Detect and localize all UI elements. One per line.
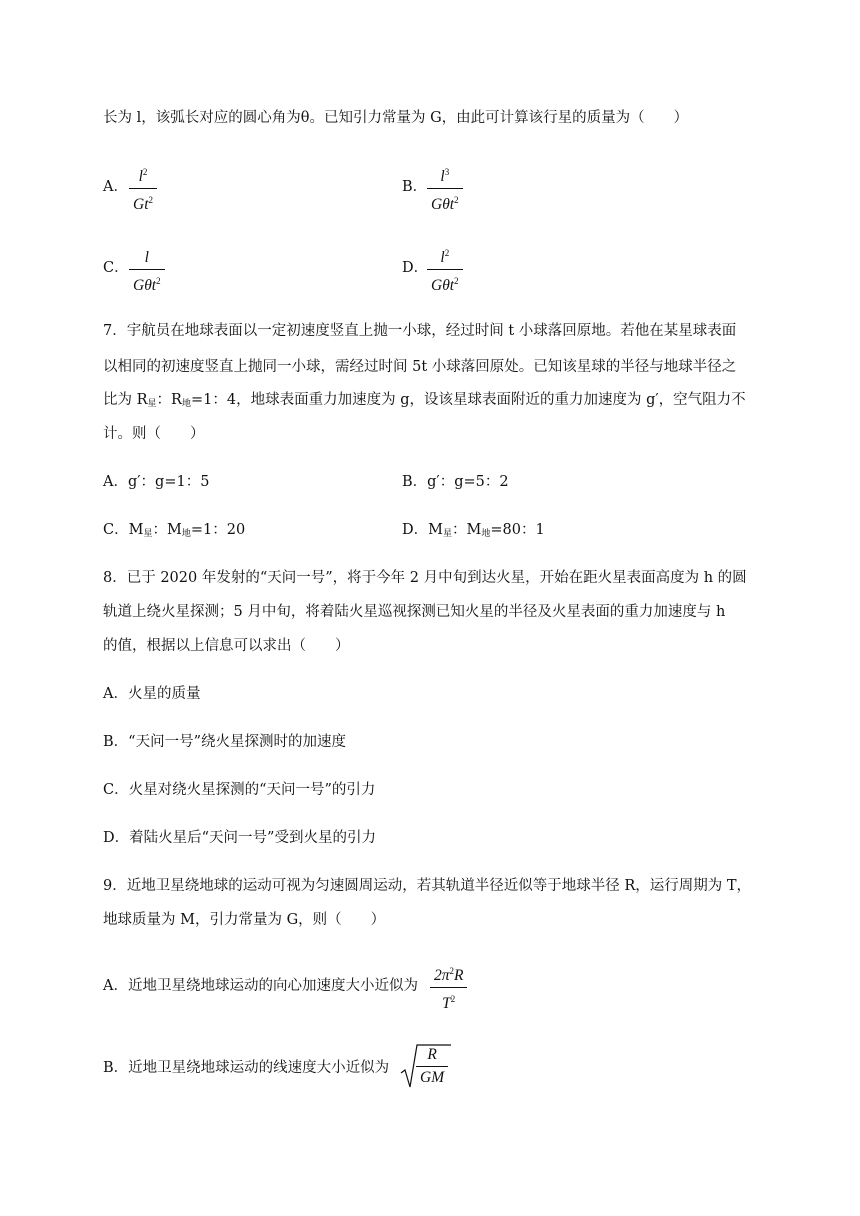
q7-option-b: B．g′：g=5：2 <box>402 474 509 490</box>
q9-option-b-fraction: R GM <box>416 1045 448 1088</box>
q7-line-4: 计。则（ ） <box>103 426 205 442</box>
q7-line-3: 比为 $R_星$：$R_地=1$：4，地球表面重力加速度为 g，设该星球表面附近的重力加速度为 g′，空气阻力不 <box>103 392 746 409</box>
q8-option-b: B．“天问一号”绕火星探测时的加速度 <box>103 734 346 750</box>
q9-option-a-text: A．近地卫星绕地球运动的向心加速度大小近似为 <box>103 978 418 994</box>
q8-line-2: 轨道上绕火星探测；5 月中旬，将着陆火星巡视探测已知火星的半径及火星表面的重力加速度与 h <box>103 604 726 620</box>
q8-option-d: D．着陆火星后“天问一号”受到火星的引力 <box>103 830 376 846</box>
q8-option-a: A．火星的质量 <box>103 686 201 702</box>
q6-option-a-fraction: $l^2$ Gt$^2$ <box>129 162 157 215</box>
q6-stem-tail: 长为 l，该弧长对应的圆心角为θ。已知引力常量为 G，由此可计算该行星的质量为（ ） <box>103 110 689 126</box>
q7-option-d: D．$M_星$：$M_地=80$：1 <box>402 522 545 539</box>
q6-option-a-letter: A． <box>103 179 128 195</box>
q8-option-c: C．火星对绕火星探测的“天问一号”的引力 <box>103 782 376 798</box>
q9-option-a-fraction: $2\pi^2R$ $T^2$ <box>430 961 467 1014</box>
q6-option-d-letter: D． <box>402 260 429 276</box>
q7-line-1: 7．宇航员在地球表面以一定初速度竖直上抛一小球，经过时间 t 小球落回原地。若他在某星球表面 <box>103 323 737 339</box>
q6-option-c-fraction: l Gθt$^2$ <box>129 243 165 296</box>
q8-line-1: 8．已于 2020 年发射的“天问一号”，将于今年 2 月中旬到达火星，开始在距火星表面高度为 h 的圆 <box>103 570 747 586</box>
q6-option-b-fraction: $l^3$ Gθt$^2$ <box>427 162 463 215</box>
q9-line-1: 9．近地卫星绕地球的运动可视为匀速圆周运动，若其轨道半径近似等于地球半径 R，运行周期为 T， <box>103 878 752 894</box>
q9-option-b-text: B．近地卫星绕地球运动的线速度大小近似为 <box>103 1060 390 1076</box>
q9-option-b-sqrt <box>400 1043 452 1091</box>
q6-option-c-letter: C． <box>103 260 129 276</box>
q6-option-b-letter: B． <box>402 179 428 195</box>
q8-line-3: 的值，根据以上信息可以求出（ ） <box>103 638 350 654</box>
q7-line-2: 以相同的初速度竖直上抛同一小球，需经过时间 5t 小球落回原处。已知该星球的半径与地球半径之 <box>103 359 737 375</box>
q7-option-c: C．$M_星$：$M_地=1$：20 <box>103 522 246 539</box>
q6-option-d-fraction: $l^2$ Gθt$^2$ <box>427 243 463 296</box>
q7-option-a: A．g′：g=1：5 <box>103 474 210 490</box>
q9-line-2: 地球质量为 M，引力常量为 G，则（ ） <box>103 912 386 928</box>
